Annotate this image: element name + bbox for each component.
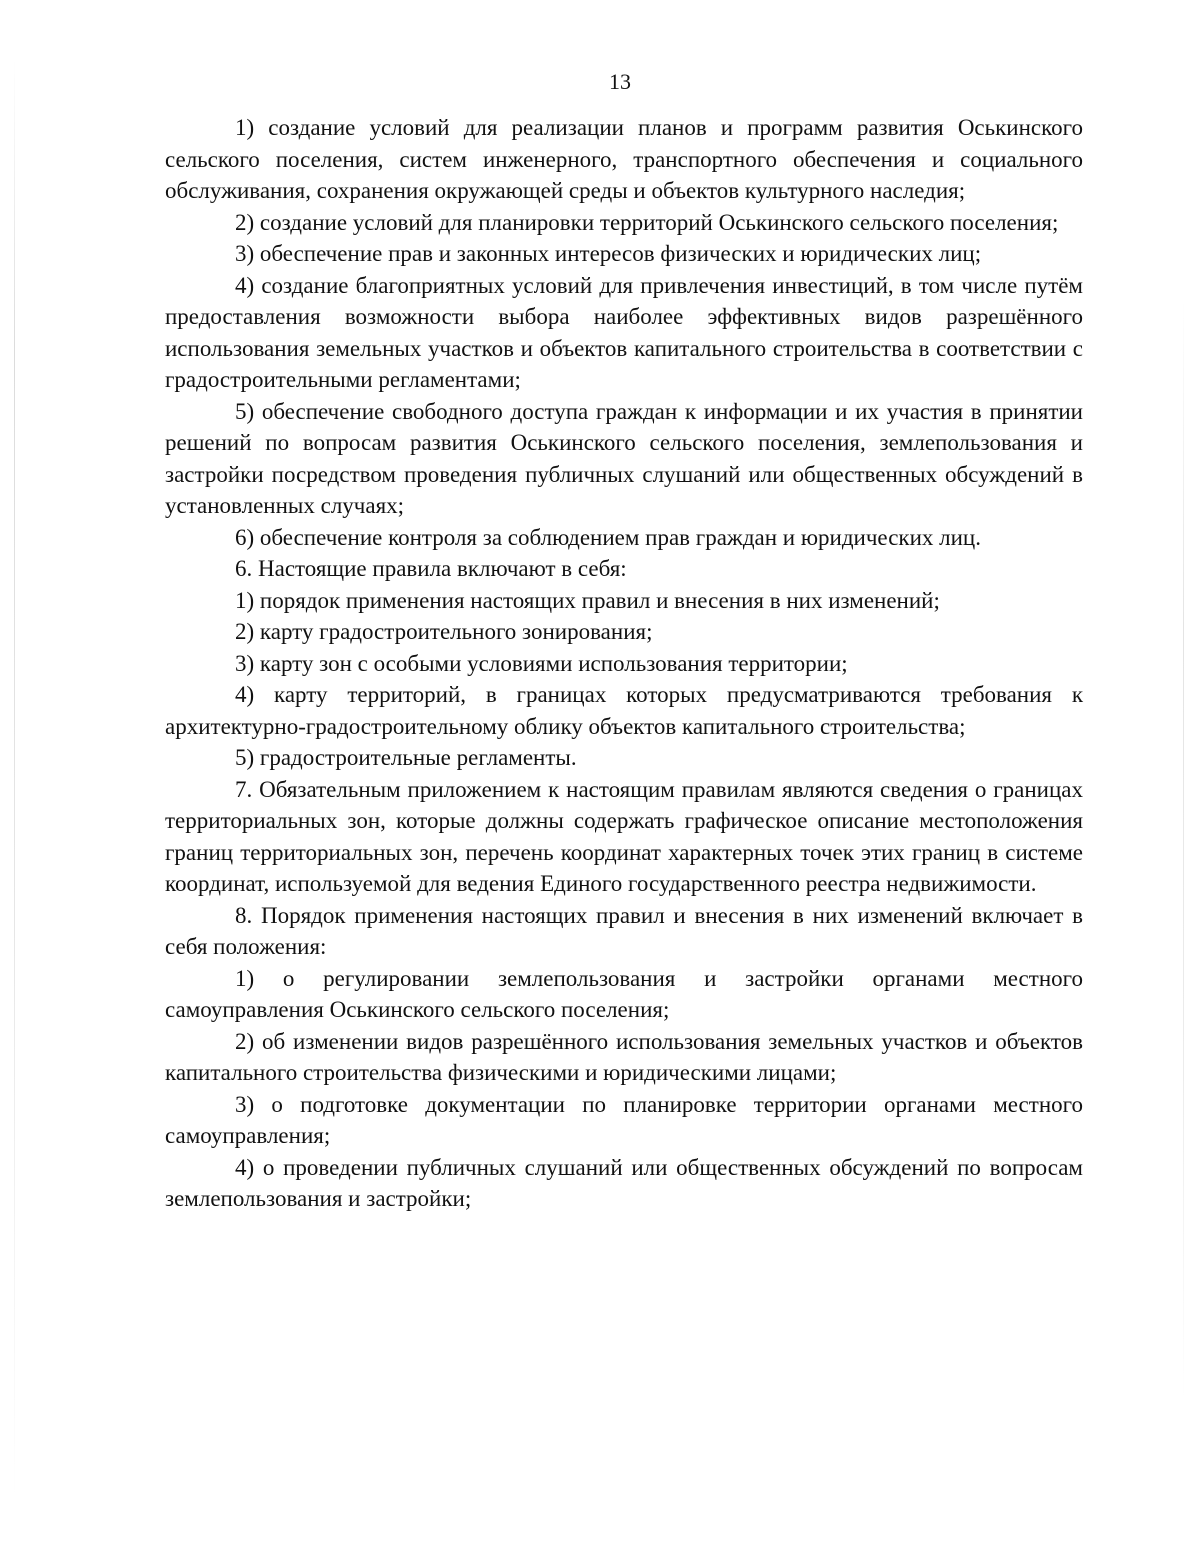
paragraph-contents-3: 3) карту зон с особыми условиями использования территории; [235, 650, 848, 676]
paragraph-provision-3: 3) о подготовке документации по планировке территории органами местного самоуправления; [165, 1091, 1083, 1148]
paragraph-goal-5: 5) обеспечение свободного доступа граждан к информации и их участия в принятии решений по вопросам развития Оськинского сельского поселения, землепользования и застройки посредством проведения публичных слушаний или общественных обсуждений в установленных случаях; [165, 398, 1083, 518]
paragraph-goal-3: 3) обеспечение прав и законных интересов физических и юридических лиц; [235, 241, 982, 266]
paragraph-goal-6: 6) обеспечение контроля за соблюдением прав граждан и юридических лиц. [235, 524, 981, 550]
paragraph-contents-1: 1) порядок применения настоящих правил и внесения в них изменений; [235, 587, 940, 613]
scan-edge-left [14, 60, 15, 1500]
scan-edge-right [1183, 300, 1184, 1400]
paragraph-contents-2: 2) карту градостроительного зонирования; [235, 619, 653, 644]
paragraph-section-7: 7. Обязательным приложением к настоящим правилам являются сведения о границах территориальных зон, которые должны содержать графическое описание местоположения границ территориальных зон, перечень координат характерных точек этих границ в системе координат, используемой для ведения Единого государственного реестра недвижимости. [165, 776, 1083, 896]
paragraph-section-8: 8. Порядок применения настоящих правил и внесения в них изменений включает в себя положения: [165, 902, 1083, 959]
paragraph-contents-5: 5) градостроительные регламенты. [235, 745, 577, 770]
paragraph-provision-1: 1) о регулировании землепользования и застройки органами местного самоуправления Оськинского сельского поселения; [165, 965, 1083, 1022]
paragraph-goal-2: 2) создание условий для планировки территорий Оськинского сельского поселения; [235, 209, 1059, 235]
paragraph-provision-4: 4) о проведении публичных слушаний или общественных обсуждений по вопросам землепользования и застройки; [165, 1154, 1083, 1211]
paragraph-provision-2: 2) об изменении видов разрешённого использования земельных участков и объектов капитального строительства физическими и юридическими лицами; [165, 1028, 1083, 1085]
page-number: 13 [609, 69, 631, 94]
paragraph-contents-4: 4) карту территорий, в границах которых предусматриваются требования к архитектурно-градостроительному облику объектов капитального строительства; [165, 682, 1083, 739]
paragraph-section-6: 6. Настоящие правила включают в себя: [235, 556, 627, 581]
paragraph-goal-4: 4) создание благоприятных условий для привлечения инвестиций, в том числе путём предоставления возможности выбора наиболее эффективных видов разрешённого использования земельных участков и объектов капитального строительства в соответствии с градостроительными регламентами; [165, 272, 1083, 392]
paragraph-goal-1: 1) создание условий для реализации планов и программ развития Оськинского сельского поселения, систем инженерного, транспортного обеспечения и социального обслуживания, сохранения окружающей среды и объектов культурного наследия; [165, 115, 1083, 203]
document-body [165, 112, 1083, 1215]
